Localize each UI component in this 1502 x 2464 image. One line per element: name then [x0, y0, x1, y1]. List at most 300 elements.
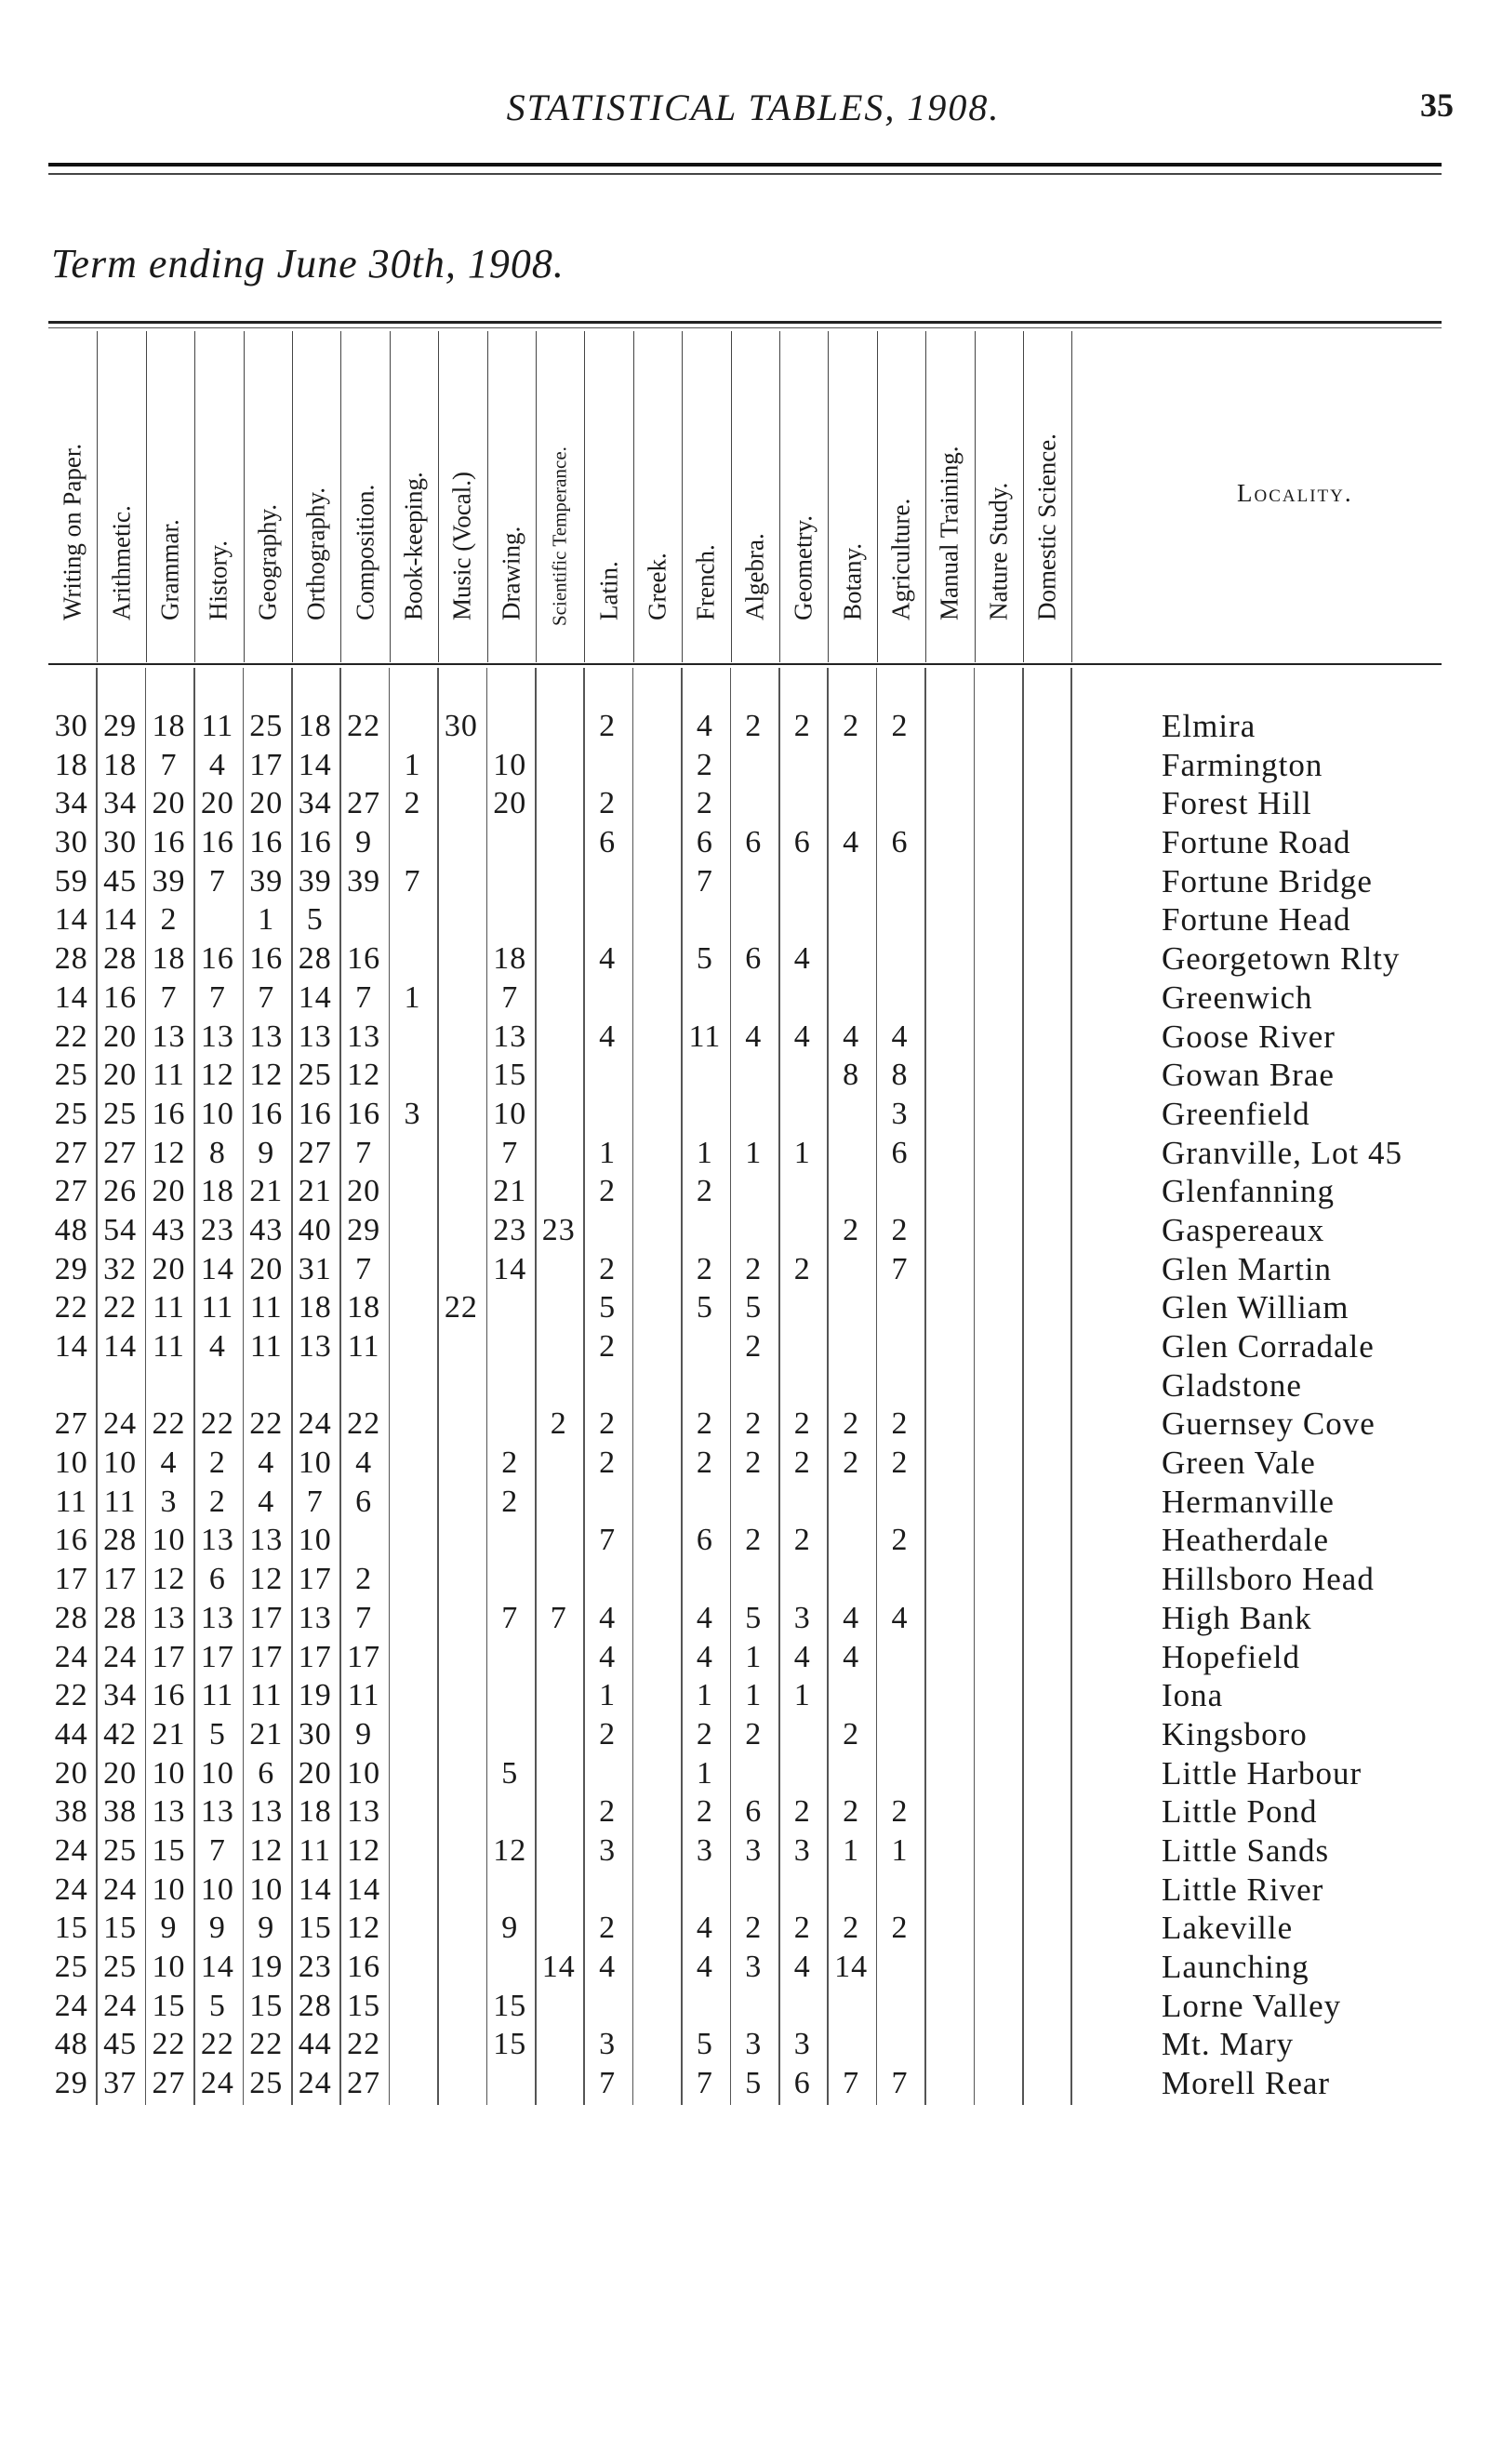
table-cell — [731, 1056, 777, 1095]
table-cell: 11 — [347, 1329, 380, 1364]
table-cell — [1023, 707, 1069, 746]
table-cell — [828, 1250, 873, 1289]
table-cell: 25 — [54, 1950, 88, 1984]
table-cell — [438, 900, 484, 939]
column-header-label: Botany. — [838, 543, 867, 620]
table-cell: 17 — [249, 1639, 284, 1674]
table-cell: 2 — [696, 1406, 713, 1442]
table-cell: 5 — [745, 1290, 763, 1325]
table-cell — [828, 784, 873, 823]
table-cell: 28 — [54, 941, 88, 977]
table-cell — [925, 862, 971, 901]
table-cell — [779, 900, 825, 939]
column-header — [97, 331, 146, 662]
table-cell: 1 — [793, 1678, 811, 1713]
table-cell: 11 — [153, 1058, 185, 1093]
table-cell — [731, 1172, 777, 1211]
table-cell — [682, 1095, 727, 1134]
table-cell: 14 — [834, 1950, 869, 1984]
table-cell — [438, 979, 484, 1018]
table-cell: 2 — [745, 1911, 763, 1946]
table-cell: 21 — [152, 1716, 186, 1751]
table-cell: 25 — [54, 1058, 88, 1093]
table-cell: 24 — [298, 2066, 332, 2101]
table-cell: 16 — [152, 1096, 186, 1131]
table-cell: 16 — [152, 825, 186, 860]
column-header-label: Greek. — [643, 553, 671, 620]
column-headers — [48, 331, 1146, 662]
table-cell — [682, 979, 727, 1018]
table-cell — [828, 1095, 873, 1134]
table-cell: 45 — [103, 2027, 138, 2062]
table-cell: 21 — [249, 1716, 284, 1751]
table-cell — [925, 784, 971, 823]
locality-name: Forest Hill — [1162, 785, 1312, 822]
table-row — [48, 746, 1443, 785]
table-cell — [682, 1366, 727, 1405]
table-cell — [390, 1948, 435, 1987]
table-cell — [194, 900, 240, 939]
table-cell — [1023, 1134, 1069, 1173]
table-cell — [438, 1483, 484, 1522]
table-cell — [877, 1676, 923, 1715]
table-cell — [438, 1715, 484, 1754]
table-cell: 18 — [347, 1290, 381, 1325]
table-cell: 11 — [688, 1019, 722, 1054]
table-cell — [779, 862, 825, 901]
table-cell: 27 — [152, 2066, 186, 2101]
table-cell: 9 — [258, 1135, 275, 1170]
table-cell — [925, 1831, 971, 1871]
table-cell: 38 — [54, 1794, 88, 1830]
table-cell: 5 — [696, 1290, 713, 1325]
table-cell: 4 — [843, 1600, 860, 1635]
locality-name: Gladstone — [1162, 1366, 1302, 1404]
table-cell: 14 — [200, 1950, 234, 1984]
table-cell — [975, 1715, 1020, 1754]
table-cell: 10 — [152, 1523, 186, 1558]
table-cell — [340, 746, 386, 785]
table-cell: 42 — [103, 1716, 138, 1751]
table-cell: 3 — [891, 1096, 909, 1131]
table-cell — [536, 1987, 581, 2026]
table-cell — [975, 1405, 1020, 1444]
table-cell — [1023, 1288, 1069, 1327]
table-cell: 16 — [249, 1096, 284, 1131]
table-cell: 20 — [152, 786, 186, 821]
table-cell: 22 — [54, 1678, 88, 1713]
table-cell — [1023, 1250, 1069, 1289]
column-header-label: Arithmetic. — [107, 505, 136, 620]
table-cell: 7 — [160, 747, 178, 782]
table-cell — [975, 1754, 1020, 1793]
table-cell: 20 — [347, 1174, 381, 1209]
table-cell — [682, 1483, 727, 1522]
locality-name: Hermanville — [1162, 1483, 1335, 1520]
table-cell: 3 — [745, 2027, 763, 2062]
table-cell: 1 — [745, 1678, 763, 1713]
table-cell — [877, 1638, 923, 1677]
table-cell — [1023, 1018, 1069, 1057]
table-cell: 15 — [493, 1058, 527, 1093]
table-cell: 8 — [843, 1058, 860, 1093]
table-cell: 2 — [696, 1174, 713, 1209]
table-cell — [828, 1521, 873, 1560]
table-cell — [975, 1792, 1020, 1831]
table-cell — [633, 1909, 679, 1948]
table-cell: 7 — [404, 863, 421, 899]
table-cell: 18 — [152, 941, 186, 977]
table-cell: 2 — [745, 1716, 763, 1751]
table-cell — [779, 1483, 825, 1522]
table-cell: 17 — [54, 1562, 88, 1597]
table-cell — [731, 1211, 777, 1250]
page-subtitle: Term ending June 30th, 1908. — [51, 241, 565, 286]
table-cell — [340, 1521, 386, 1560]
locality-name: Launching — [1162, 1949, 1309, 1985]
table-cell — [438, 1172, 484, 1211]
table-cell — [1023, 979, 1069, 1018]
table-cell — [1023, 939, 1069, 979]
table-cell: 22 — [249, 1406, 284, 1442]
table-cell: 9 — [355, 1716, 373, 1751]
table-cell — [487, 1792, 533, 1831]
table-cell: 2 — [793, 1445, 811, 1481]
table-cell — [828, 1366, 873, 1405]
table-cell: 3 — [599, 1832, 617, 1868]
table-cell: 4 — [599, 1019, 617, 1054]
table-cell — [925, 979, 971, 1018]
table-cell — [633, 1211, 679, 1250]
table-cell — [633, 1366, 679, 1405]
table-cell — [633, 1444, 679, 1483]
table-cell: 10 — [200, 1755, 234, 1791]
table-row — [48, 1909, 1443, 1948]
table-cell: 1 — [843, 1832, 860, 1868]
table-cell — [146, 1366, 192, 1405]
table-cell — [633, 1483, 679, 1522]
table-cell — [828, 1172, 873, 1211]
locality-name: Morell Rear — [1162, 2065, 1331, 2102]
table-cell — [779, 1327, 825, 1366]
table-cell: 12 — [493, 1832, 527, 1868]
table-cell — [779, 1172, 825, 1211]
table-cell: 30 — [298, 1716, 332, 1751]
table-cell: 4 — [696, 1600, 713, 1635]
table-cell: 21 — [493, 1174, 527, 1209]
table-cell: 5 — [745, 2066, 763, 2101]
table-cell: 22 — [347, 709, 381, 743]
table-row — [48, 1831, 1443, 1871]
column-header-label: Algebra. — [740, 533, 769, 620]
locality-name: Gaspereaux — [1162, 1211, 1325, 1248]
table-cell: 28 — [103, 1600, 138, 1635]
table-cell — [536, 784, 581, 823]
table-cell — [438, 1676, 484, 1715]
table-cell: 2 — [745, 1445, 763, 1481]
table-cell: 14 — [347, 1871, 381, 1907]
table-cell: 22 — [54, 1290, 88, 1325]
table-cell: 2 — [891, 1406, 909, 1442]
table-cell: 14 — [103, 902, 138, 938]
table-cell — [633, 1599, 679, 1638]
table-cell: 2 — [891, 1794, 909, 1830]
table-cell — [1023, 1172, 1069, 1211]
locality-name: Green Vale — [1162, 1445, 1316, 1482]
table-cell — [390, 1483, 435, 1522]
column-header — [731, 331, 780, 662]
table-cell — [1023, 1871, 1069, 1910]
table-cell — [438, 1831, 484, 1871]
table-cell: 2 — [501, 1445, 519, 1481]
table-cell — [487, 1715, 533, 1754]
table-cell — [633, 1095, 679, 1134]
header-rule — [48, 163, 1442, 166]
table-cell — [731, 746, 777, 785]
table-cell: 4 — [843, 1639, 860, 1674]
table-cell: 30 — [54, 825, 88, 860]
table-cell: 2 — [891, 1523, 909, 1558]
table-cell: 25 — [103, 1950, 138, 1984]
table-cell: 4 — [843, 825, 860, 860]
table-top-rule — [48, 321, 1442, 324]
table-cell: 24 — [103, 1988, 138, 2023]
table-cell — [584, 746, 630, 785]
table-cell — [438, 1250, 484, 1289]
table-cell — [925, 2025, 971, 2064]
table-cell: 26 — [103, 1174, 138, 1209]
table-cell — [584, 1095, 630, 1134]
table-cell: 6 — [696, 1523, 713, 1558]
table-cell — [1023, 1792, 1069, 1831]
table-cell — [1023, 1676, 1069, 1715]
table-cell — [975, 1871, 1020, 1910]
page-number: 35 — [1420, 87, 1454, 124]
table-cell — [633, 1327, 679, 1366]
table-cell: 2 — [793, 1911, 811, 1946]
table-cell — [975, 1521, 1020, 1560]
table-cell: 2 — [891, 1445, 909, 1481]
table-cell: 7 — [355, 1135, 373, 1170]
locality-name: Elmira — [1162, 708, 1256, 744]
table-cell — [779, 1211, 825, 1250]
locality-name: Greenwich — [1162, 979, 1313, 1016]
table-cell: 2 — [599, 1406, 617, 1442]
table-cell — [925, 1366, 971, 1405]
table-cell: 22 — [152, 2027, 186, 2062]
locality-name: Little Sands — [1162, 1831, 1330, 1869]
table-cell: 24 — [103, 1406, 138, 1442]
table-cell: 13 — [152, 1019, 186, 1054]
table-cell — [925, 1018, 971, 1057]
table-cell — [438, 2064, 484, 2103]
table-cell: 29 — [103, 709, 138, 743]
table-cell: 6 — [208, 1562, 226, 1597]
table-cell: 13 — [200, 1794, 234, 1830]
table-cell — [633, 862, 679, 901]
table-cell — [1023, 1056, 1069, 1095]
table-cell — [975, 2064, 1020, 2103]
table-cell: 1 — [404, 747, 421, 782]
table-cell: 6 — [793, 2066, 811, 2101]
table-cell — [390, 1871, 435, 1910]
table-cell: 18 — [298, 709, 332, 743]
locality-name: High Bank — [1162, 1599, 1312, 1636]
table-row — [48, 939, 1443, 979]
table-cell: 10 — [54, 1445, 88, 1481]
locality-name: Hopefield — [1162, 1638, 1300, 1675]
table-cell: 18 — [152, 709, 186, 743]
table-cell: 4 — [696, 1639, 713, 1674]
table-cell: 4 — [696, 1911, 713, 1946]
table-cell: 2 — [891, 1212, 909, 1247]
table-cell — [779, 979, 825, 1018]
table-cell — [390, 1715, 435, 1754]
table-cell — [975, 1172, 1020, 1211]
table-cell: 7 — [696, 863, 713, 899]
table-cell — [1023, 900, 1069, 939]
table-cell — [633, 1715, 679, 1754]
table-cell — [925, 1444, 971, 1483]
table-cell: 27 — [54, 1174, 88, 1209]
table-row — [48, 1599, 1443, 1638]
table-cell — [1023, 1327, 1069, 1366]
table-cell — [536, 1871, 581, 1910]
column-header — [828, 331, 877, 662]
locality-name: Granville, Lot 45 — [1162, 1134, 1403, 1171]
table-cell — [828, 1134, 873, 1173]
table-cell — [390, 1560, 435, 1599]
table-cell — [975, 1483, 1020, 1522]
table-cell — [828, 746, 873, 785]
table-cell: 10 — [152, 1871, 186, 1907]
table-cell: 4 — [599, 941, 617, 977]
table-cell — [828, 862, 873, 901]
table-cell: 2 — [745, 1251, 763, 1286]
table-cell: 39 — [298, 863, 332, 899]
column-header — [390, 331, 439, 662]
table-cell: 4 — [599, 1639, 617, 1674]
column-header — [292, 331, 341, 662]
table-cell — [877, 1366, 923, 1405]
table-cell: 27 — [103, 1135, 138, 1170]
table-cell — [633, 1288, 679, 1327]
table-cell — [682, 1327, 727, 1366]
table-cell — [925, 1483, 971, 1522]
table-cell: 20 — [152, 1251, 186, 1286]
table-cell: 1 — [745, 1639, 763, 1674]
table-cell: 15 — [152, 1988, 186, 2023]
table-cell — [877, 1948, 923, 1987]
column-header — [48, 331, 98, 662]
table-cell: 11 — [249, 1678, 283, 1713]
table-cell: 14 — [54, 1329, 88, 1364]
table-cell: 24 — [103, 1871, 138, 1907]
table-cell — [633, 1792, 679, 1831]
table-row — [48, 1444, 1443, 1483]
table-cell: 2 — [599, 1445, 617, 1481]
table-cell — [975, 1948, 1020, 1987]
table-cell — [975, 1676, 1020, 1715]
table-row — [48, 1288, 1443, 1327]
table-cell: 20 — [249, 786, 284, 821]
table-cell — [975, 1250, 1020, 1289]
table-cell — [925, 1288, 971, 1327]
table-cell: 14 — [54, 979, 88, 1015]
table-cell — [682, 1056, 727, 1095]
table-row — [48, 1948, 1443, 1987]
table-cell — [536, 1366, 581, 1405]
table-cell: 24 — [54, 1639, 88, 1674]
table-cell: 16 — [200, 825, 234, 860]
table-cell: 3 — [404, 1096, 421, 1131]
column-header — [779, 331, 829, 662]
table-cell: 24 — [103, 1639, 138, 1674]
table-cell — [584, 1483, 630, 1522]
table-cell — [340, 1366, 386, 1405]
table-cell: 11 — [153, 1329, 185, 1364]
table-row — [48, 1521, 1443, 1560]
table-cell: 3 — [599, 2027, 617, 2062]
table-row — [48, 1638, 1443, 1677]
table-cell — [438, 1792, 484, 1831]
table-cell: 7 — [258, 979, 275, 1015]
table-cell — [828, 1483, 873, 1522]
table-cell — [536, 1444, 581, 1483]
table-cell — [975, 707, 1020, 746]
table-cell — [779, 1987, 825, 2026]
table-cell: 34 — [54, 786, 88, 821]
table-cell: 29 — [54, 1251, 88, 1286]
table-cell: 6 — [599, 825, 617, 860]
table-cell: 13 — [200, 1019, 234, 1054]
table-cell — [438, 1754, 484, 1793]
table-cell: 24 — [54, 1988, 88, 2023]
locality-header: Locality. — [1237, 479, 1353, 507]
table-cell: 7 — [599, 2066, 617, 2101]
table-row — [48, 1676, 1443, 1715]
table-cell — [925, 1134, 971, 1173]
table-cell: 1 — [599, 1678, 617, 1713]
table-cell — [925, 1172, 971, 1211]
locality-name: Farmington — [1162, 746, 1323, 783]
table-cell — [877, 1560, 923, 1599]
table-cell — [779, 1715, 825, 1754]
table-cell — [390, 1405, 435, 1444]
table-cell: 11 — [153, 1290, 185, 1325]
table-cell: 23 — [200, 1212, 234, 1247]
table-cell: 1 — [793, 1135, 811, 1170]
table-cell — [633, 1056, 679, 1095]
table-cell — [828, 1560, 873, 1599]
table-cell — [536, 707, 581, 746]
table-cell — [536, 1831, 581, 1871]
table-cell — [828, 979, 873, 1018]
table-cell — [340, 900, 386, 939]
table-cell — [536, 2025, 581, 2064]
table-cell — [682, 900, 727, 939]
locality-name: Glen Martin — [1162, 1250, 1333, 1287]
table-cell — [487, 1638, 533, 1677]
table-cell — [438, 1211, 484, 1250]
table-cell: 12 — [347, 1911, 381, 1946]
table-cell — [925, 1095, 971, 1134]
table-cell: 39 — [347, 863, 381, 899]
table-cell: 6 — [696, 825, 713, 860]
table-cell: 4 — [793, 1019, 811, 1054]
table-cell: 4 — [793, 941, 811, 977]
table-cell: 11 — [103, 1484, 137, 1519]
